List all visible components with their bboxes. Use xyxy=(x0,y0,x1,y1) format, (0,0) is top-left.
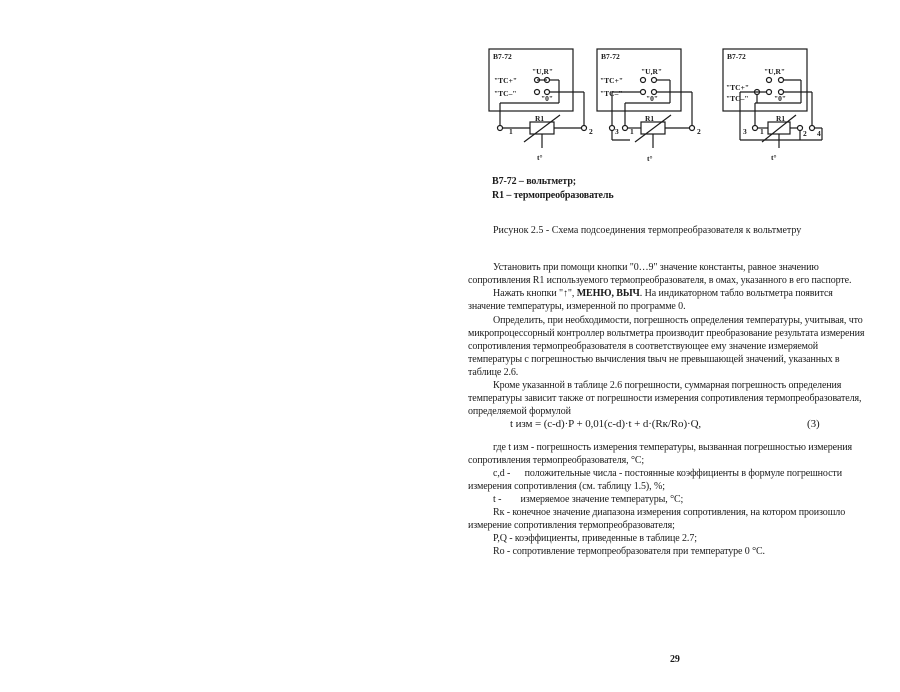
page-number: 29 xyxy=(670,654,680,665)
text-line: значение температуры, измеренной по программе 0. xyxy=(468,301,686,312)
node-label: 2 xyxy=(803,129,807,138)
figure-caption: Рисунок 2.5 - Схема подсоединения термопреобразователя к вольтметру xyxy=(493,225,802,236)
text-line: таблице 2.6. xyxy=(468,367,519,378)
text-line: Кроме указанной в таблице 2.6 погрешности, суммарная погрешность определения xyxy=(493,380,842,391)
formula-number: (3) xyxy=(807,418,820,430)
node-label: 3 xyxy=(615,127,619,136)
device-label: В7-72 xyxy=(493,52,512,61)
terminal-label: "ТС+" xyxy=(600,76,624,85)
terminal-label: "ТС+" xyxy=(726,83,750,92)
resistor-label: R1 xyxy=(776,114,786,123)
temperature-label: t° xyxy=(537,153,543,162)
terminal-label: "U,R" xyxy=(764,67,786,76)
node-label: 1 xyxy=(630,127,634,136)
device-label: В7-72 xyxy=(727,52,746,61)
terminal-label: "U,R" xyxy=(641,67,663,76)
terminal-label: "0" xyxy=(774,94,787,103)
text-line: Ro - сопротивление термопреобразователя при температуре 0 °С. xyxy=(493,546,765,557)
node-label: 3 xyxy=(743,127,747,136)
text-line: измерение сопротивления термопреобразователя; xyxy=(468,520,675,531)
resistor-label: R1 xyxy=(645,114,655,123)
node-label: 1 xyxy=(760,127,764,136)
text-line: сопротивления термопреобразователя в соответствующее ему значение измеряемой xyxy=(468,341,819,352)
temperature-label: t° xyxy=(771,153,777,162)
terminal-label: "0" xyxy=(541,94,554,103)
formula: t изм = (c-d)·P + 0,01(c-d)·t + d·(Rк/Ro)·Q, xyxy=(510,418,702,430)
text-line: c,d - положительные числа - постоянные коэффициенты в формуле погрешности xyxy=(493,468,842,479)
node-label: 2 xyxy=(697,127,701,136)
text-line: P,Q - коэффициенты, приведенные в таблице 2.7; xyxy=(493,533,697,544)
text-line: Rк - конечное значение диапазона измерения сопротивления, на котором произошло xyxy=(493,507,846,518)
node-label: 4 xyxy=(817,129,821,138)
text-line: измерения сопротивления (см. таблицу 1.5), %; xyxy=(468,481,665,492)
text-run-bold: МЕНЮ, ВЫЧ xyxy=(576,288,640,299)
text-line: t - измеряемое значение температуры, °С; xyxy=(493,494,684,505)
text-line: микропроцессорный контроллер вольтметра производит преобразование результата измерения xyxy=(468,328,865,339)
legend-line: В7-72 – вольтметр; xyxy=(492,176,577,187)
text-line: сопротивления R1 используемого термопреобразователя, в омах, указанного в его паспорте. xyxy=(468,275,852,286)
terminal-label: "ТС–" xyxy=(494,89,517,98)
terminal-label: "ТС–" xyxy=(600,89,623,98)
text-line: температуры зависит также от погрешности измерения сопротивления термопреобразователя, xyxy=(468,393,862,404)
device-label: В7-72 xyxy=(601,52,620,61)
terminal-label: "ТС+" xyxy=(494,76,518,85)
legend-line: R1 – термопреобразователь xyxy=(492,190,614,201)
terminal-label: "0" xyxy=(646,94,659,103)
text-run: . На индикаторном табло вольтметра появится xyxy=(639,288,833,299)
circuit-diagram xyxy=(0,0,900,200)
temperature-label: t° xyxy=(647,154,653,163)
text-line: Установить при помощи кнопки "0…9" значение константы, равное значению xyxy=(493,262,819,273)
text-line: Определить, при необходимости, погрешность определения температуры, учитывая, что xyxy=(493,315,863,326)
text-line: где t изм - погрешность измерения температуры, вызванная погрешностью измерения xyxy=(493,442,852,453)
resistor-label: R1 xyxy=(535,114,545,123)
text-line: определяемой формулой xyxy=(468,406,571,417)
text-line: температуры с погрешностью вычисления tвыч не превышающей значений, указанных в xyxy=(468,354,840,365)
terminal-label: "ТС–" xyxy=(726,94,749,103)
terminal-label: "U,R" xyxy=(532,67,554,76)
node-label: 1 xyxy=(509,127,513,136)
text-line xyxy=(493,287,833,300)
text-run: Нажать кнопки "↑", xyxy=(493,288,577,299)
node-label: 2 xyxy=(589,127,593,136)
text-line: сопротивления термопреобразователя, °С; xyxy=(468,455,645,466)
